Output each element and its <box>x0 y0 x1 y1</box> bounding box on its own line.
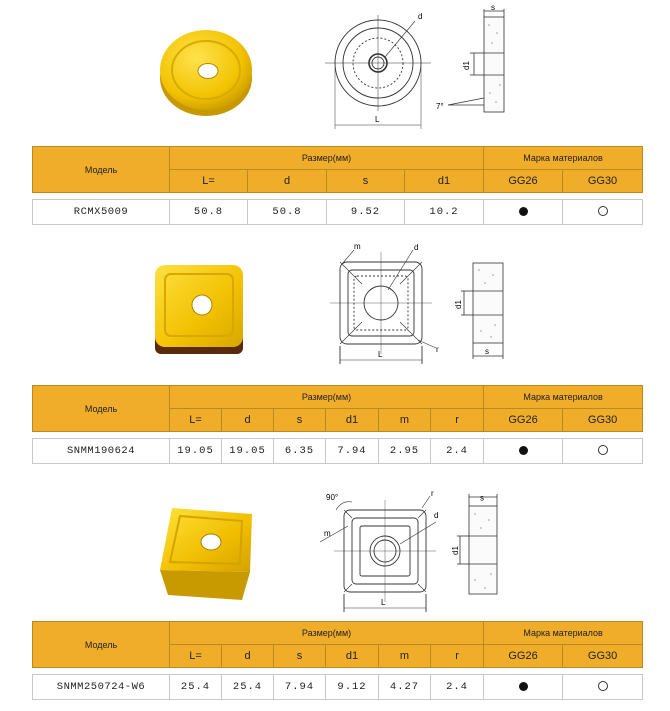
material-col-header: GG26 <box>484 170 563 193</box>
material-col-header: GG26 <box>484 645 563 668</box>
label-d1: d1 <box>462 61 471 70</box>
label-d: d <box>418 12 423 21</box>
value-cell: 2.95 <box>379 439 431 464</box>
model-header: Модель <box>33 622 170 668</box>
model-header: Модель <box>33 147 170 193</box>
col-header: L= <box>170 645 222 668</box>
model-header: Модель <box>33 386 170 432</box>
label-l: L <box>381 598 386 607</box>
col-header: d1 <box>405 170 484 193</box>
label-angle: 7° <box>436 102 444 111</box>
label-m: m <box>324 529 331 538</box>
col-header: s <box>274 409 326 432</box>
empty-circle-icon <box>598 681 608 691</box>
label-l: L <box>375 115 380 124</box>
col-header: m <box>379 409 431 432</box>
empty-circle-icon <box>598 445 608 455</box>
table-row <box>33 200 643 225</box>
table-row <box>33 675 643 700</box>
value-cell: 50.8 <box>170 200 248 225</box>
material-mark-cell <box>563 200 643 225</box>
value-cell: 7.94 <box>326 439 379 464</box>
label-d1: d1 <box>451 546 460 555</box>
col-header: r <box>431 645 484 668</box>
col-header: d1 <box>326 409 379 432</box>
material-col-header: GG30 <box>563 645 643 668</box>
label-s: s <box>480 493 484 503</box>
material-header: Марка материалов <box>484 622 643 645</box>
value-cell: 7.94 <box>274 675 326 700</box>
snmm250724-spec-table <box>32 621 643 700</box>
col-header: d <box>222 645 274 668</box>
label-r: r <box>431 489 434 498</box>
value-cell: 9.52 <box>327 200 405 225</box>
material-mark-cell <box>563 439 643 464</box>
material-mark-cell <box>563 675 643 700</box>
col-header: s <box>327 170 405 193</box>
label-s: s <box>491 5 495 12</box>
material-col-header: GG26 <box>484 409 563 432</box>
snmm190624-side-view-drawing <box>445 255 515 370</box>
col-header: s <box>274 645 326 668</box>
rcmx-insert-photo <box>150 18 260 128</box>
material-col-header: GG30 <box>563 409 643 432</box>
material-header: Марка материалов <box>484 147 643 170</box>
value-cell: 9.12 <box>326 675 379 700</box>
snmm250724-side-view-drawing <box>447 492 507 607</box>
label-d: d <box>414 243 419 252</box>
model-name: RCMX5009 <box>33 200 170 225</box>
col-header: m <box>379 645 431 668</box>
label-s: s <box>485 347 489 356</box>
value-cell: 2.4 <box>431 675 484 700</box>
material-header: Марка материалов <box>484 386 643 409</box>
filled-dot-icon <box>519 446 528 455</box>
snmm190624-insert-photo <box>150 260 250 365</box>
snmm250724-top-view-drawing <box>312 488 452 623</box>
model-name: SNMM250724-W6 <box>33 675 170 700</box>
empty-circle-icon <box>598 206 608 216</box>
col-header: d <box>248 170 327 193</box>
size-header: Размер(мм) <box>170 147 484 170</box>
snmm190624-spec-table <box>32 385 643 464</box>
value-cell: 25.4 <box>170 675 222 700</box>
col-header: r <box>431 409 484 432</box>
material-mark-cell <box>484 200 563 225</box>
rcmx-spec-table <box>32 146 643 225</box>
col-header: d1 <box>326 645 379 668</box>
model-name: SNMM190624 <box>33 439 170 464</box>
material-col-header: GG30 <box>563 170 643 193</box>
size-header: Размер(мм) <box>170 386 484 409</box>
value-cell: 25.4 <box>222 675 274 700</box>
value-cell: 2.4 <box>431 439 484 464</box>
value-cell: 6.35 <box>274 439 326 464</box>
filled-dot-icon <box>519 682 528 691</box>
value-cell: 50.8 <box>248 200 327 225</box>
value-cell: 19.05 <box>222 439 274 464</box>
label-m: m <box>354 242 361 251</box>
col-header: L= <box>170 409 222 432</box>
snmm250724-insert-photo <box>150 500 260 610</box>
label-r: r <box>436 345 439 354</box>
material-mark-cell <box>484 439 563 464</box>
table-row <box>33 439 643 464</box>
col-header: d <box>222 409 274 432</box>
value-cell: 10.2 <box>405 200 484 225</box>
value-cell: 19.05 <box>170 439 222 464</box>
value-cell: 4.27 <box>379 675 431 700</box>
rcmx-side-view-drawing <box>434 5 519 130</box>
label-d: d <box>434 511 439 520</box>
label-d1: d1 <box>454 300 463 309</box>
label-l: L <box>378 350 383 359</box>
material-mark-cell <box>484 675 563 700</box>
filled-dot-icon <box>519 207 528 216</box>
label-angle: 90° <box>326 493 339 502</box>
col-header: L= <box>170 170 248 193</box>
snmm190624-top-view-drawing <box>318 240 453 375</box>
rcmx-top-view-drawing <box>325 5 435 140</box>
size-header: Размер(мм) <box>170 622 484 645</box>
